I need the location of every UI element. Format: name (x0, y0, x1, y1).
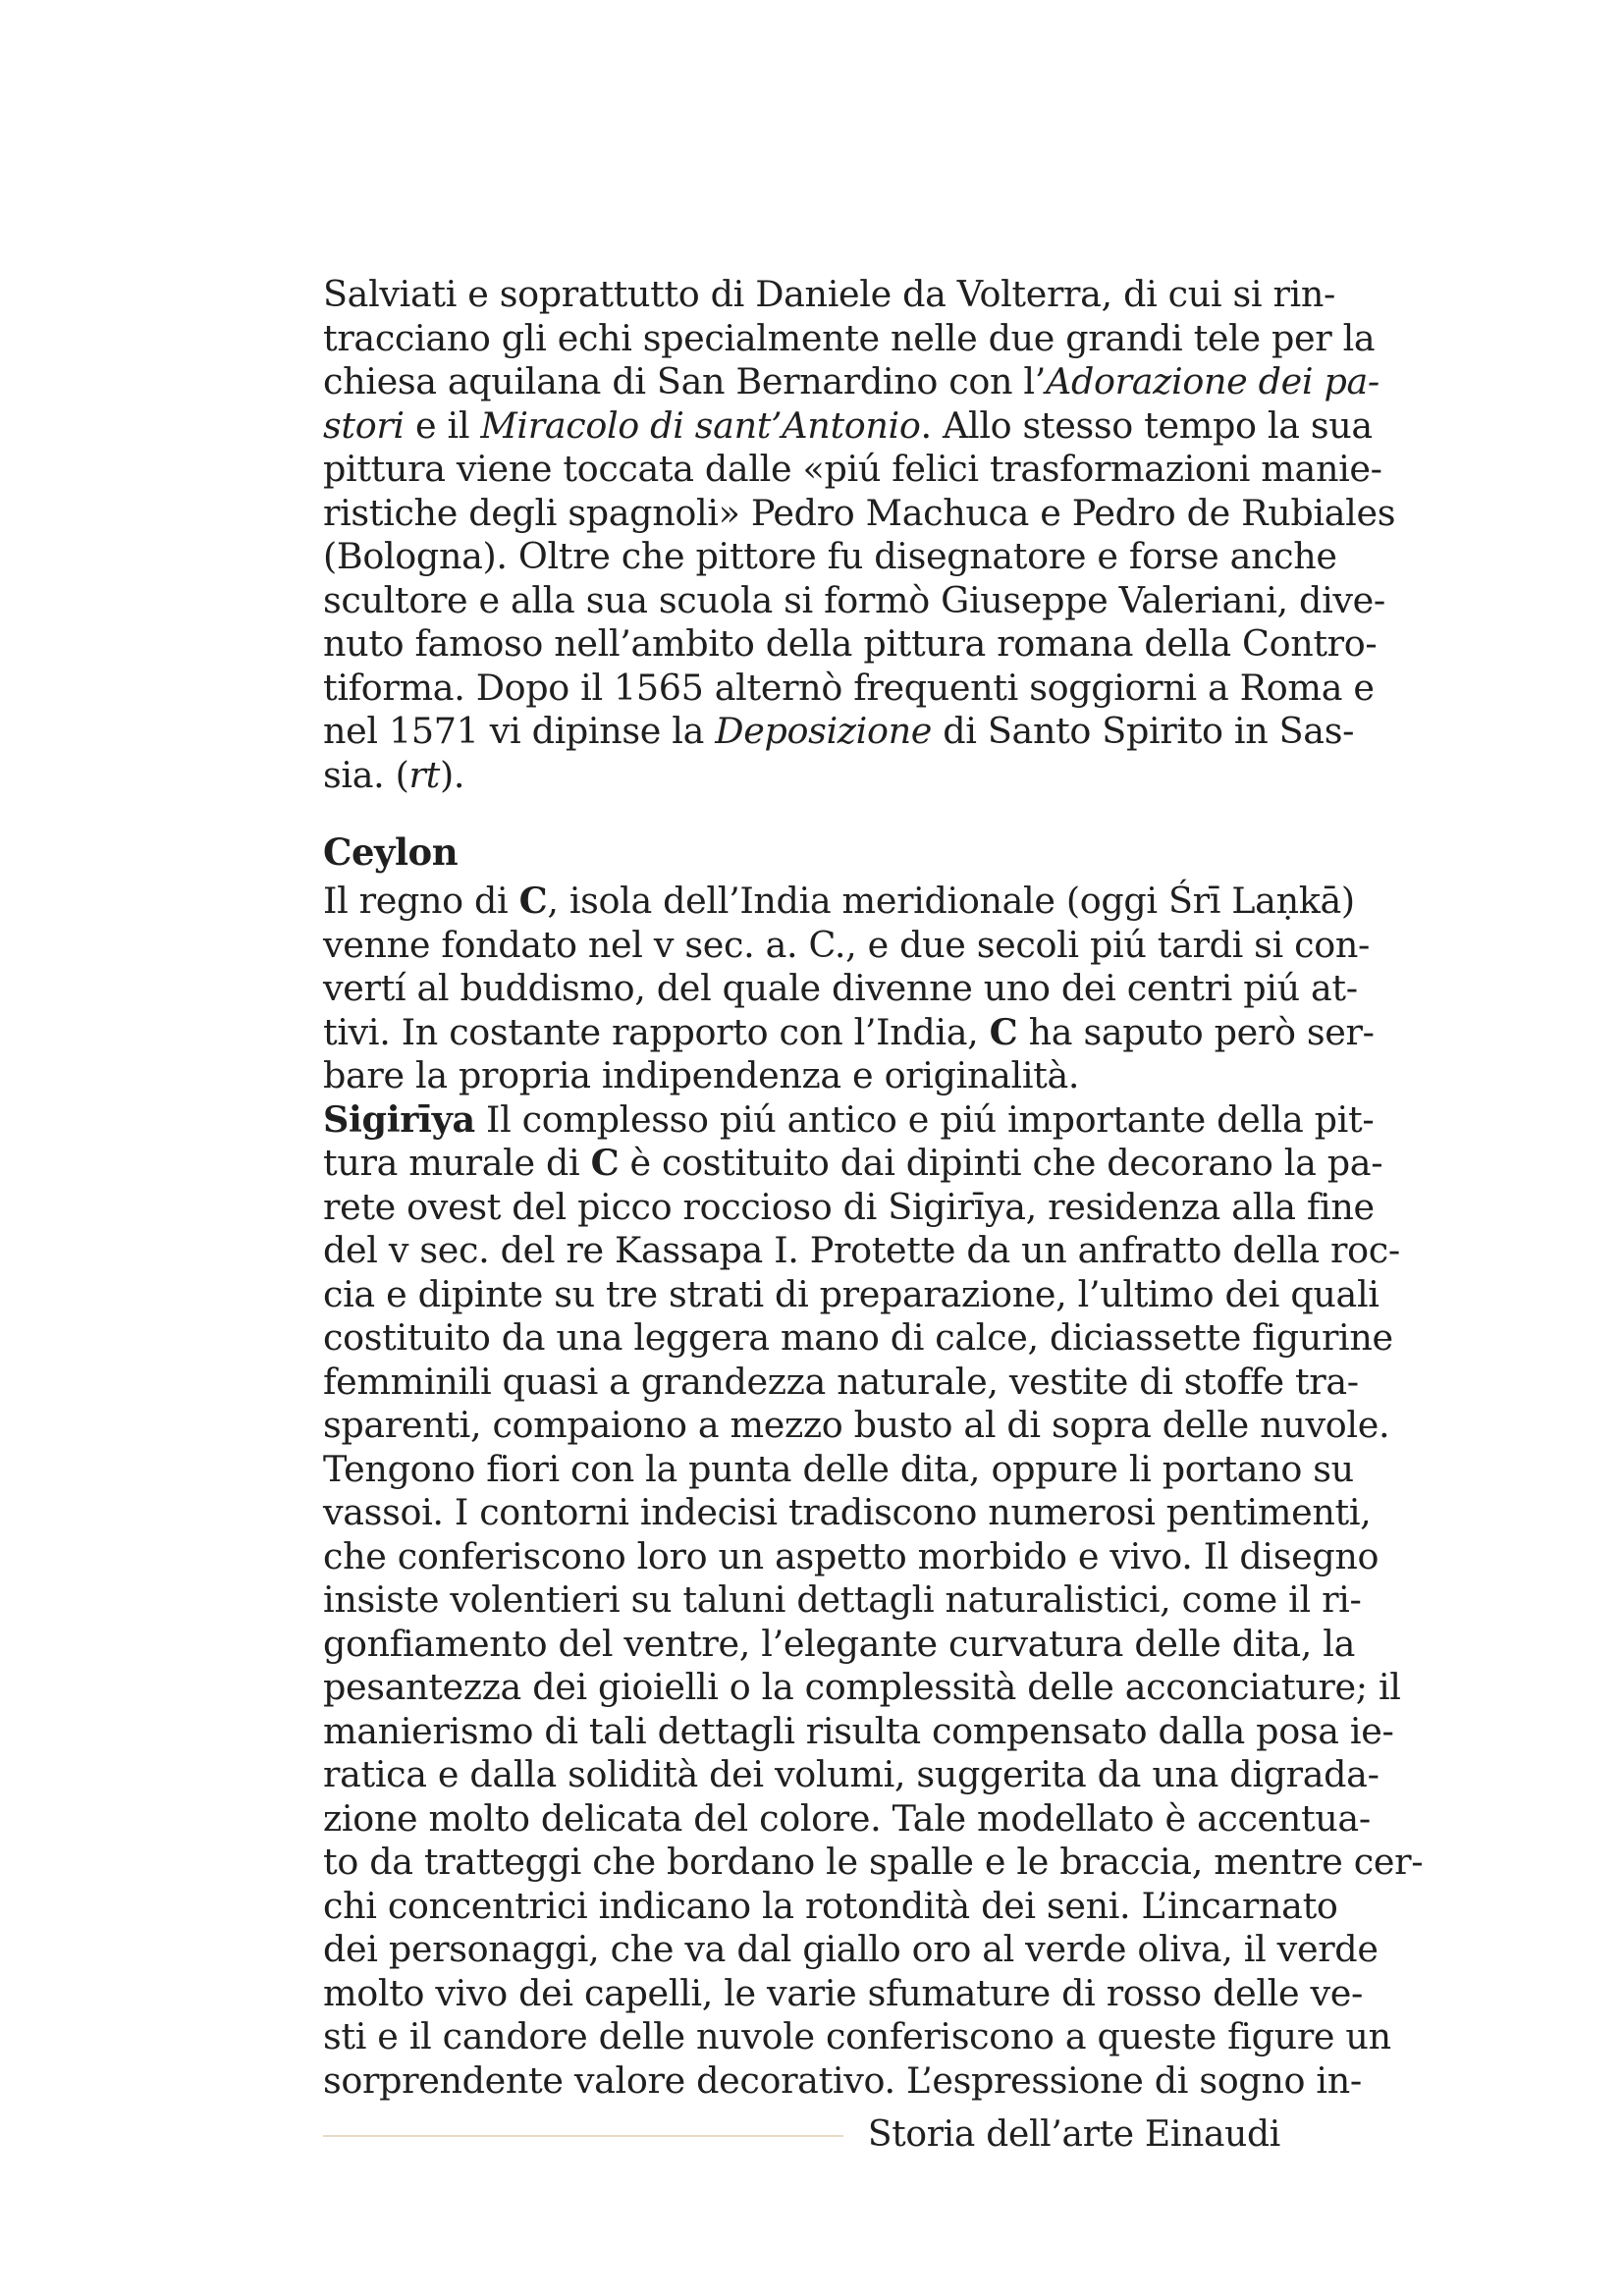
paragraph-salviati (323, 273, 1396, 797)
text-line: Sigirīya Il complesso piú antico e piú importante della pit- (323, 1097, 1375, 1141)
artwork-title: stori (323, 403, 405, 447)
text-line: pittura viene toccata dalle «piú felici trasformazioni manie- (323, 448, 1382, 490)
text-line: Il regno di C, isola dell’India meridionale (oggi Śrī Laṇkā) (323, 880, 1355, 922)
text-line: nel 1571 vi dipinse la Deposizione di Santo Spirito in Sas- (323, 710, 1355, 752)
text-line: del v sec. del re Kassapa I. Protette da un anfratto della roc- (323, 1229, 1400, 1271)
text-line: Tengono fiori con la punta delle dita, oppure li portano su (323, 1447, 1354, 1490)
text-line: scultore e alla sua scuola si formò Giuseppe Valeriani, dive- (323, 578, 1385, 621)
text-line: molto vivo dei capelli, le varie sfumature di rosso delle ve- (323, 1971, 1363, 2014)
text-line: Salviati e soprattutto di Daniele da Volterra, di cui si rin- (323, 273, 1336, 315)
artwork-title: Miracolo di sant’Antonio (480, 403, 921, 447)
page-footer (323, 2110, 1280, 2160)
text-line: to da tratteggi che bordano le spalle e le braccia, mentre cer- (323, 1841, 1424, 1883)
text-line: tiforma. Dopo il 1565 alternò frequenti soggiorni a Roma e (323, 666, 1375, 709)
entry-abbreviation: C (590, 1142, 620, 1184)
footer-rule (323, 2135, 843, 2137)
footer-publisher: Storia dell’arte Einaudi (867, 2114, 1280, 2155)
text-line: (Bologna). Oltre che pittore fu disegnatore e forse anche (323, 535, 1337, 577)
text-line: femminili quasi a grandezza naturale, vestite di stoffe tra- (323, 1360, 1359, 1403)
text-line: chiesa aquilana di San Bernardino con l’Adorazione dei pa- (323, 360, 1380, 402)
text-line: stori e il Miracolo di sant’Antonio. Allo stesso tempo la sua (323, 403, 1373, 447)
text-line: pesantezza dei gioielli o la complessità delle acconciature; il (323, 1666, 1401, 1708)
paragraph-sigiriya (323, 1097, 1424, 2104)
text-line: ratica e dalla solidità dei volumi, suggerita da una digrada- (323, 1753, 1380, 1795)
text-line: manierismo di tali dettagli risulta compensato dalla posa ie- (323, 1709, 1394, 1752)
text-line: dei personaggi, che va dal giallo oro al verde oliva, il verde (323, 1928, 1379, 1970)
text-line: sorprendente valore decorativo. L’espressione di sogno in- (323, 2058, 1362, 2102)
entry-abbreviation: C (989, 1010, 1018, 1053)
entry-heading: Ceylon (323, 830, 459, 874)
paragraph-ceylon-intro (323, 880, 1375, 1098)
text-line: sparenti, compaiono a mezzo busto al di sopra delle nuvole. (323, 1404, 1390, 1446)
text-line: nuto famoso nell’ambito della pittura romana della Contro- (323, 622, 1378, 665)
text-line: rete ovest del picco roccioso di Sigirīya, residenza alla fine (323, 1185, 1375, 1228)
author-initials: rt (408, 753, 440, 796)
text-line: tracciano gli echi specialmente nelle due grandi tele per la (323, 316, 1376, 359)
artwork-title: Adorazione dei pa- (1045, 360, 1380, 402)
text-line: tivi. In costante rapporto con l’India, C ha saputo però ser- (323, 1010, 1375, 1053)
text-line: chi concentrici indicano la rotondità dei seni. L’incarnato (323, 1884, 1338, 1927)
entry-abbreviation: C (518, 880, 548, 922)
text-line: cia e dipinte su tre strati di preparazione, l’ultimo dei quali (323, 1272, 1380, 1315)
artwork-title: Deposizione (715, 710, 933, 752)
text-line: sti e il candore delle nuvole conferiscono a queste figure un (323, 2015, 1391, 2057)
text-line: venne fondato nel v sec. a. C., e due secoli piú tardi si con- (323, 923, 1370, 966)
text-line: vertí al buddismo, del quale divenne uno dei centri piú at- (323, 967, 1358, 1009)
text-line: insiste volentieri su taluni dettagli naturalistici, come il ri- (323, 1578, 1362, 1621)
text-line: zione molto delicata del colore. Tale modellato è accentua- (323, 1796, 1371, 1840)
text-line: sia. (rt). (323, 753, 465, 796)
text-line: vassoi. I contorni indecisi tradiscono numerosi pentimenti, (323, 1491, 1372, 1533)
text-line: tura murale di C è costituito dai dipinti che decorano la pa- (323, 1142, 1383, 1184)
text-line: che conferiscono loro un aspetto morbido e vivo. Il disegno (323, 1534, 1380, 1577)
text-line: ristiche degli spagnoli» Pedro Machuca e Pedro de Rubiales (323, 491, 1396, 534)
text-line: costituito da una leggera mano di calce, diciassette figurine (323, 1316, 1393, 1359)
page-body (323, 273, 1424, 2103)
subsection-lead: Sigirīya (323, 1097, 475, 1141)
text-line: gonfiamento del ventre, l’elegante curvatura delle dita, la (323, 1622, 1356, 1665)
text-line: bare la propria indipendenza e originalità. (323, 1054, 1080, 1096)
